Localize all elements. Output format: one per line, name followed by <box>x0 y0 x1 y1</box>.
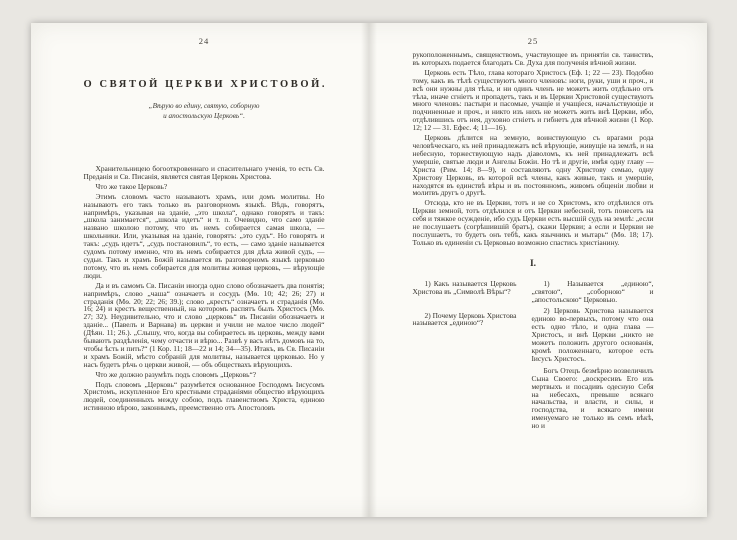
paragraph: Церковь есть Тѣло, глава котораго Христосъ (Еф. 1; 22 — 23). Подобно тому, какъ въ тѣлѣ существуютъ много членовъ: ноги, руки, уши и проч., и всѣ они нужны для тѣла, и ни одинъ членъ не можетъ жить отдѣльно отъ тѣла, иначе сгніетъ и пропадетъ, такъ и въ Церкви Христовой существуютъ много членовъ: пастыри и пасомые, учащіе и учащіеся, начальствующіе и подчиненные и проч., и никто изъ нихъ не можетъ жить внѣ Церкви, ибо, отдѣлившись отъ нея, духовно сгніетъ и гибнетъ для вѣчной жизни (1 Кор. 12; 12 — 31. Ефес. 4; 11—16). <box>412 67 654 133</box>
page-number-left: 24 <box>198 36 210 46</box>
question: 1) Какъ называется Церковь Христова въ „Символѣ Вѣры“? <box>412 278 517 296</box>
epigraph-line-2: и апостольскую Церковь“. <box>163 111 245 120</box>
paragraph: Церковь дѣлится на земную, воинствующую съ врагами рода человѣческаго, къ ней принадлежатъ всѣ вѣрующіе, живущіе на землѣ, и на небесную, торжествующую надъ діаволомъ, къ ней принадлежатъ всѣ умершіе, святые люди и Ангелы Божіи. Но тѣ и другіе, имѣя одну главу — Христа (Рим. 14; 8—9), и составляютъ одну Христову семью, одну Христову Церковь, въ которой всѣ члены, какъ живые, такъ и умершіе, находятся въ единствѣ вѣры и въ постоянномъ, живомъ общеніи любви и молитвъ другъ о другѣ. <box>412 133 654 198</box>
paragraph: Хранительницею богооткровеннаго и спасительнаго ученія, то есть Св. Преданія и Св. Писанія, является святая Церковь Христова. <box>83 164 325 181</box>
page-right <box>369 23 707 517</box>
paragraph: рукоположеннымъ, священствомъ, участвующее въ принятіи св. таинствъ, въ которыхъ подается благодать Св. Духа для полученія вѣчной жизни. <box>412 50 654 67</box>
right-page-body <box>413 51 654 247</box>
left-page-body <box>84 165 325 412</box>
answer: 1) Называется „единою“, „святою“, „соборною“ и „апостольскою“ Церковью. <box>531 278 654 304</box>
paragraph: Да и въ самомъ Св. Писаніи иногда одно слово обозначаетъ два понятія; напримѣръ, слово „чаша“ означаетъ и сосудъ (Мѳ. 10; 42; 26; 27) и страданія (Мѳ. 20; 22; 26; 39.); слово „крестъ“ означаетъ и страданія (Мѳ. 16; 24) и крестъ вещественный, на которомъ распятъ былъ Христосъ (Мѳ. 27; 32). Неудивительно, что и слово „церковь“ въ Писаніи обозначаетъ и зданіе... (Павелъ и Варнава) въ церкви и учили не малое число людей“ (Дѣян. 11; 26.). „Слышу, что, когда вы собираетесь въ церковь, между вами бываютъ раздѣленія, чему отчасти и вѣрю... Развѣ у васъ нѣтъ домовъ на то, чтобы ѣсть и пить?“ (1 Кор. 11; 18—22 и 14; 34—35). Итакъ, въ Св. Писаніи и храмъ Божій, мѣсто собраній для молитвы, называется церковью. Но у насъ будетъ рѣчь о церкви живой, — объ обществахъ вѣрующихъ. <box>83 280 325 369</box>
epigraph-line-1: „Вѣрую во едину, святую, соборную <box>148 102 260 110</box>
paragraph: Этимъ словомъ часто называютъ храмъ, или домъ молитвы. Но называютъ его такъ только въ разговорномъ языкѣ. Вѣдь, говорятъ, напримѣръ, указывая на зданіе, „это школа“, однако говорятъ и такъ: „школа занимается“, „школа идетъ“ и т. п. Очевидно, что само зданіе названо школою потому, что въ немъ собирается самая школа, — школьники. Или, указывая на зданіе, говорятъ: „это судъ“. Но говорятъ и такъ: „судъ идетъ“, „судъ постановилъ“, то есть, — само зданіе называется судомъ потому именно, что въ немъ собирается для дѣла живой судъ, — судьи. Такъ и храмъ Божій называется въ разговорномъ языкѣ церковью потому, что въ немъ собирается для молитвы живая церковь, — вѣрующіе люди. <box>83 191 325 280</box>
paragraph: Что же такое Церковь? <box>95 181 168 191</box>
answers-column <box>531 280 653 434</box>
paragraph: Что же должно разумѣть подъ словомъ „Церковь“? <box>95 369 257 379</box>
questions-column <box>413 280 517 434</box>
answer: 2) Церковь Христова называется единою во-первыхъ, потому что она есть одно тѣло, и одна глава — Христосъ, и внѣ Церкви „никто не можетъ положить другого основанія, кромѣ положеннаго, которое есть Іисусъ Христосъ. <box>531 306 654 363</box>
book-spread <box>31 23 707 517</box>
section-heading: I. <box>529 258 537 269</box>
paragraph: Подъ словомъ „Церковь“ разумѣется основанное Господомъ Іисусомъ Христомъ, искупленное Его крестными страданіями общество вѣрующихъ людей, соединенныхъ между собою, подъ главенствомъ Христа, единою истинною вѣрою, законнымъ, преемственно отъ Апостоловъ <box>83 379 325 413</box>
question: 2) Почему Церковь Христова называется „единою“? <box>412 310 517 328</box>
paragraph: Отсюда, кто не въ Церкви, тотъ и не со Христомъ, кто отдѣлился отъ Церкви земной, тотъ отдѣлился и отъ Церкви небесной, тотъ понесетъ на себя и тяжкое осужденіе, ибо судъ Церкви есть высшій судъ на землѣ: „если не послушаетъ (согрѣшившій братъ), скажи Церкви; а если и Церкви не послушаетъ, то будетъ онъ тебѣ, какъ язычникъ и мытарь“ (Мѳ. 18; 17). Только въ единеніи съ Церковью возможно спастись христіанину. <box>412 198 654 247</box>
answer: Богъ Отецъ безмѣрно возвеличилъ Сына Своего: „воскресивъ Его изъ мертвыхъ и посадивъ одесную Себя на небесахъ, превыше всякаго начальства, и власти, и силы, и господства, и всякаго имени именуемаго не только въ семъ вѣкѣ, но и <box>531 365 654 431</box>
question-answer-columns <box>413 280 654 434</box>
chapter-title: О СВЯТОЙ ЦЕРКВИ ХРИСТОВОЙ. <box>83 79 328 90</box>
page-left <box>31 23 369 517</box>
epigraph <box>84 102 325 121</box>
page-number-right: 25 <box>527 36 539 46</box>
